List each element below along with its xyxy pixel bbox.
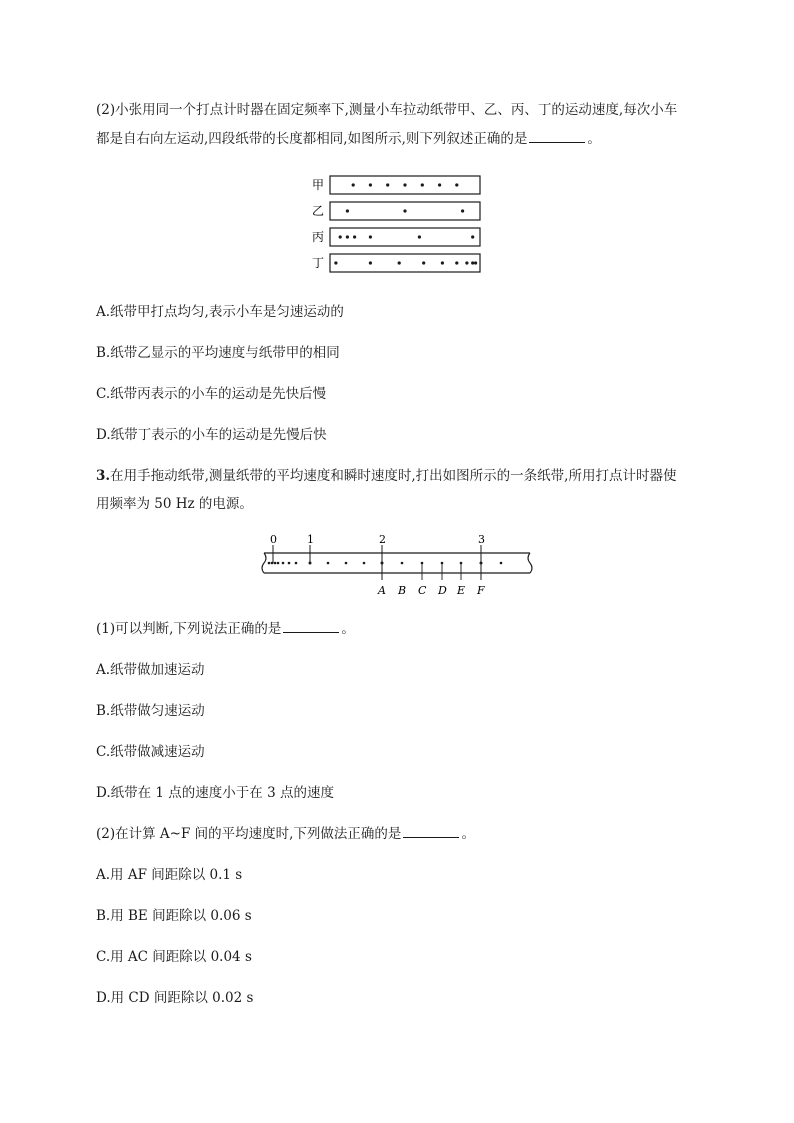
answer-blank[interactable] xyxy=(403,825,459,838)
long-tape-figure xyxy=(258,532,538,604)
q2-stem-end: 。 xyxy=(587,131,601,147)
tape-dot xyxy=(369,235,372,238)
tape-dot xyxy=(386,183,389,186)
tape-label: 甲 xyxy=(312,178,325,192)
tape-dot xyxy=(418,235,421,238)
q3-number: 3. xyxy=(96,468,111,484)
point-label-a: A xyxy=(378,584,386,597)
point-label-f: F xyxy=(477,584,485,597)
q3-part1-option-a[interactable]: A.纸带做加速运动 xyxy=(96,662,205,678)
tape-dot xyxy=(403,209,406,212)
tape-jia xyxy=(312,176,480,194)
tape-dot xyxy=(346,235,349,238)
tape-dot xyxy=(455,261,458,264)
tape-dot xyxy=(369,261,372,264)
tape-left-tear xyxy=(262,553,266,573)
tape-dot xyxy=(441,261,444,264)
tape-dot xyxy=(438,183,441,186)
tape-dots xyxy=(339,235,475,238)
q2-stem-line1: (2)小张用同一个打点计时器在固定频率下,测量小车拉动纸带甲、乙、丙、丁的运动速度,每次小车 xyxy=(96,102,678,118)
tape-dot xyxy=(465,261,468,264)
q3-part2-stem xyxy=(96,825,475,843)
q3-part2-option-c[interactable]: C.用 AC 间距除以 0.04 s xyxy=(96,949,252,965)
tape-label: 丁 xyxy=(312,256,325,270)
q3-part2-end: 。 xyxy=(461,826,475,842)
tape-yi xyxy=(312,202,480,220)
q2-stem-line2 xyxy=(96,130,601,148)
tape-dot xyxy=(352,183,355,186)
tape-dots xyxy=(346,209,464,212)
count-label-0: 0 xyxy=(270,533,277,546)
point-label-b: B xyxy=(398,584,407,597)
tapes-figure xyxy=(300,172,500,280)
tape-dot xyxy=(334,261,337,264)
answer-blank[interactable] xyxy=(529,130,585,143)
tape-dot xyxy=(421,183,424,186)
tape-bing xyxy=(312,228,480,246)
tape-dot xyxy=(422,261,425,264)
long-tape-dots xyxy=(268,562,503,565)
tape-strip xyxy=(330,228,480,246)
tape-dot xyxy=(403,183,406,186)
tape-dots xyxy=(334,261,477,264)
tape-dot xyxy=(471,261,474,264)
q2-option-d[interactable]: D.纸带丁表示的小车的运动是先慢后快 xyxy=(96,427,327,443)
q3-part2-option-a[interactable]: A.用 AF 间距除以 0.1 s xyxy=(96,867,243,883)
q3-stem-line2: 用频率为 50 Hz 的电源。 xyxy=(96,496,253,512)
q3-part1-stem-text: (1)可以判断,下列说法正确的是 xyxy=(96,621,282,637)
count-label-1: 1 xyxy=(307,533,314,546)
point-label-e: E xyxy=(457,584,466,597)
count-label-3: 3 xyxy=(478,533,485,546)
tape-dot xyxy=(461,209,464,212)
tape-dots xyxy=(352,183,459,186)
q3-part2-stem-text: (2)在计算 A~F 间的平均速度时,下列做法正确的是 xyxy=(96,826,402,842)
tape-dot xyxy=(471,235,474,238)
tape-dot xyxy=(369,183,372,186)
tape-dot xyxy=(455,183,458,186)
tape-dot xyxy=(398,261,401,264)
tape-right-tear xyxy=(528,553,532,573)
q3-part2-option-b[interactable]: B.用 BE 间距除以 0.06 s xyxy=(96,908,252,924)
tape-dot xyxy=(339,235,342,238)
tape-dot xyxy=(474,261,477,264)
q3-part1-option-d[interactable]: D.纸带在 1 点的速度小于在 3 点的速度 xyxy=(96,785,334,801)
q3-part2-option-d[interactable]: D.用 CD 间距除以 0.02 s xyxy=(96,990,254,1006)
point-label-d: D xyxy=(438,584,447,597)
q3-part1-end: 。 xyxy=(341,621,355,637)
q3-stem-text: 在用手拖动纸带,测量纸带的平均速度和瞬时速度时,打出如图所示的一条纸带,所用打点计时器使 xyxy=(110,468,677,484)
tape-label: 乙 xyxy=(312,204,325,218)
q3-part1-option-b[interactable]: B.纸带做匀速运动 xyxy=(96,703,205,719)
tape-dot xyxy=(346,209,349,212)
tape-dot xyxy=(353,235,356,238)
q2-stem-line2-text: 都是自右向左运动,四段纸带的长度都相同,如图所示,则下列叙述正确的是 xyxy=(96,131,528,147)
q2-option-b[interactable]: B.纸带乙显示的平均速度与纸带甲的相同 xyxy=(96,345,340,361)
q2-option-c[interactable]: C.纸带丙表示的小车的运动是先快后慢 xyxy=(96,386,327,402)
q3-part1-option-c[interactable]: C.纸带做减速运动 xyxy=(96,744,205,760)
answer-blank[interactable] xyxy=(283,620,339,633)
tape-ding xyxy=(312,254,480,272)
tape-label: 丙 xyxy=(312,230,325,244)
q3-stem-line1 xyxy=(96,467,676,485)
q2-option-a[interactable]: A.纸带甲打点均匀,表示小车是匀速运动的 xyxy=(96,304,344,320)
point-label-c: C xyxy=(418,584,427,597)
count-label-2: 2 xyxy=(379,533,386,546)
q3-part1-stem xyxy=(96,620,355,638)
